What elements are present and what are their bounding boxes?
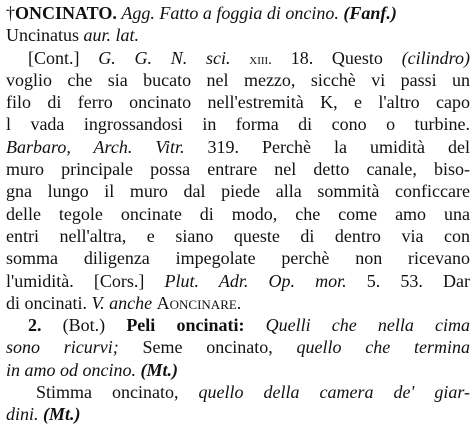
sense-definition: Quelli che nella cima bbox=[265, 315, 470, 336]
sense-definition: quello che termina bbox=[296, 337, 470, 358]
citation: Barbaro, Arch. Vitr. bbox=[6, 136, 185, 157]
headword: ONCINATO. bbox=[15, 3, 117, 23]
dagger-mark: † bbox=[6, 3, 15, 23]
sense-2-line-1 bbox=[6, 314, 470, 336]
quote-end: di oncinati. bbox=[6, 292, 87, 313]
quote-start: 18. Questo bbox=[290, 47, 383, 68]
entry-line-6: l vada ingrossandosi in forma di cono o turbine. bbox=[6, 114, 470, 135]
entry-line-3 bbox=[6, 47, 470, 69]
sense-definition: dini. bbox=[6, 404, 39, 425]
part-of-speech: Agg. bbox=[121, 3, 155, 23]
citation: Plut. Adr. Op. mor. bbox=[164, 270, 347, 291]
sense-2-line-2 bbox=[6, 336, 470, 358]
entry-line-12: somma diligenza impegolate perchè non ricevano bbox=[6, 248, 470, 269]
sense-term: Stimma oncinato, bbox=[36, 382, 179, 403]
entry-line-1 bbox=[6, 2, 470, 24]
entry-line-7 bbox=[6, 136, 470, 158]
citation: G. G. N. sci. bbox=[98, 47, 231, 68]
sense-definition: in amo od oncino. bbox=[6, 359, 136, 380]
sense-2-line-3 bbox=[6, 359, 470, 381]
source-abbr: (Mt.) bbox=[140, 359, 178, 380]
quote-text: 319. Perchè la umidità del bbox=[207, 136, 470, 157]
quote-text: 5. 53. Dar bbox=[366, 270, 470, 291]
latin-equivalent: Uncinatus bbox=[6, 25, 79, 46]
entry-line-9: gna lungo il muro dal piede alla sommità conficcare bbox=[6, 181, 470, 202]
domain-label: (Bot.) bbox=[62, 315, 106, 336]
entry-line-4: voglio che sia bucato nel mezzo, sicchè vi passi un bbox=[6, 69, 470, 90]
cont-marker: [Cont.] bbox=[28, 47, 80, 68]
sense-definition: quello della camera de' giar- bbox=[198, 382, 470, 403]
sense-definition: sono ricurvi; bbox=[6, 337, 119, 358]
sense-term: Peli oncinati: bbox=[126, 315, 245, 336]
entry-line-14 bbox=[6, 292, 470, 314]
roman-numeral: xiii. bbox=[249, 51, 272, 68]
sense-number: 2. bbox=[28, 315, 42, 336]
entry-line-5: filo di ferro oncinato nell'estremità K, e l'altro capo bbox=[6, 92, 470, 113]
cross-reference: Aoncinare. bbox=[156, 292, 242, 313]
sense-2-line-4 bbox=[6, 381, 470, 403]
entry-line-8: muro principale possa entrare nel detto canale, biso- bbox=[6, 159, 470, 180]
sense-2-line-5 bbox=[6, 403, 470, 425]
quote-end: l'umidità. bbox=[6, 270, 74, 291]
source-abbr: (Mt.) bbox=[43, 404, 81, 425]
cors-marker: [Cors.] bbox=[93, 270, 145, 291]
entry-line-10: delle tegole oncinate di modo, che come amo una bbox=[6, 203, 470, 224]
definition: Fatto a foggia di oncino. bbox=[159, 3, 339, 23]
entry-line-2 bbox=[6, 24, 470, 46]
latin-abbr: aur. lat. bbox=[83, 25, 139, 46]
entry-line-11: entri nell'altra, e siano queste di dentro via con bbox=[6, 225, 470, 246]
entry-line-13 bbox=[6, 270, 470, 292]
sense-term: Seme oncinato, bbox=[142, 337, 273, 358]
quote-italic: (cilindro) bbox=[401, 47, 470, 68]
see-also-label: V. anche bbox=[91, 292, 153, 313]
source-abbr: (Fanf.) bbox=[343, 3, 397, 23]
